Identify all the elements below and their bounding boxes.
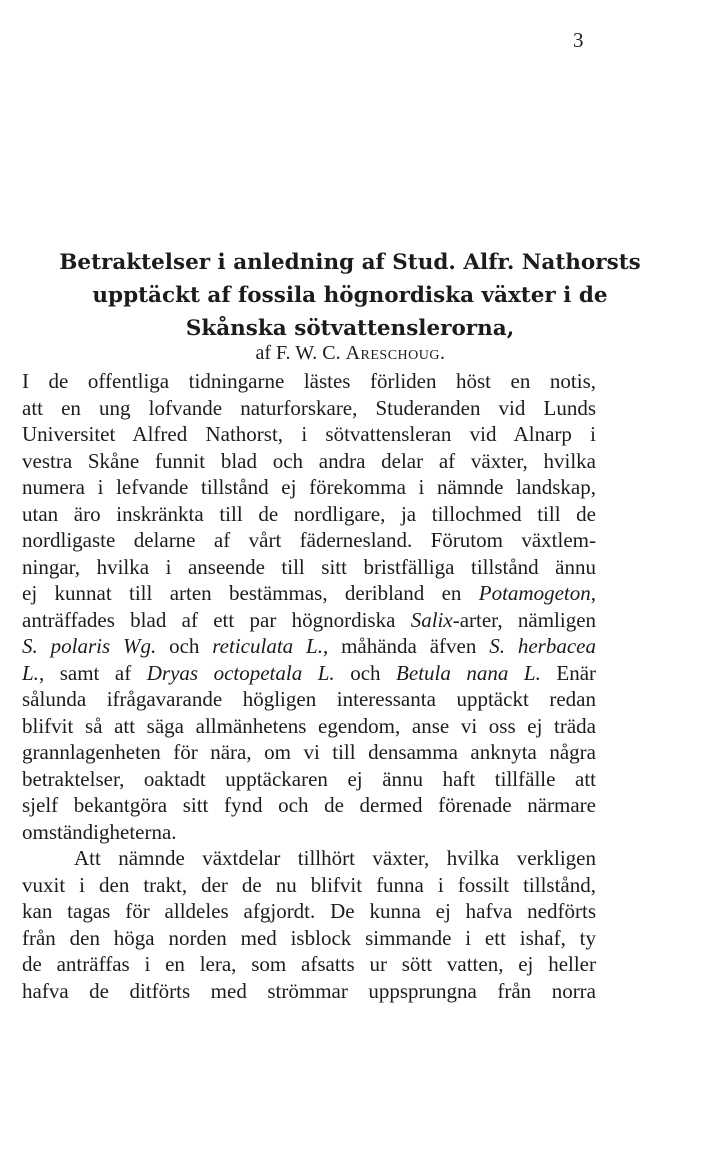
text-line: blifvit så att säga allmänhetens egendom, anse vi oss ej träda (22, 713, 596, 738)
text-segment: -arter, nämligen (452, 607, 597, 632)
paragraph-1 (22, 368, 596, 845)
byline-prefix: af F. W. C. (255, 342, 341, 364)
text-line: de anträffas i en lera, som afsatts ur sött vatten, ej heller (22, 952, 596, 976)
text-segment: , (590, 581, 596, 605)
title-line: Betraktelser i anledning af Stud. Alfr. Nathorsts (59, 250, 641, 275)
text-line: ningar, hvilka i anseende till sitt bristfälliga tillstånd ännu (22, 554, 596, 579)
text-line (22, 580, 596, 607)
text-line: numera i lefvande tillstånd ej förekomma i nämnde landskap, (22, 475, 596, 499)
text-line: utan äro inskränkta till de nordligare, ja tillochmed till de (22, 501, 596, 526)
text-line: betraktelser, oaktadt upptäckaren ej ännu haft tillfälle att (22, 766, 596, 791)
taxon-name: L. (22, 660, 39, 685)
text-line: Att nämnde växtdelar tillhört växter, hvilka verkligen (74, 846, 596, 870)
taxon-name: S. polaris Wg. (22, 634, 157, 658)
text-line: grannlagenheten för nära, om vi till densamma anknyta några (22, 740, 596, 764)
text-line: kan tagas för alldeles afgjordt. De kunna ej hafva nedförts (22, 899, 596, 923)
text-line (22, 660, 596, 687)
text-line: att en ung lofvande naturforskare, Studeranden vid Lunds (22, 395, 596, 420)
paragraph-2 (22, 845, 596, 1004)
text-line: hafva de ditförts med strömmar uppsprungna från norra (22, 978, 596, 1003)
page-number: 3 (573, 28, 584, 52)
taxon-name: Salix (410, 607, 453, 632)
byline-author: Areschoug. (345, 342, 446, 364)
text-line: sålunda ifrågavarande högligen interessanta upptäckt redan (22, 687, 596, 711)
text-segment: Enär (540, 660, 597, 685)
text-line: sjelf bekantgöra sitt fynd och de dermed förenade närmare (22, 793, 596, 817)
text-line (22, 633, 596, 660)
text-line: vestra Skåne funnit blad och andra delar af växter, hvilka (22, 448, 596, 473)
text-segment: ej kunnat till arten bestämmas, deribland en (22, 581, 462, 605)
body-text (22, 368, 596, 1004)
title-line: Skånska sötvattenslerorna, (185, 316, 515, 341)
taxon-name: Betula nana L. (396, 660, 541, 685)
text-line: från den höga norden med isblock simmande i ett ishaf, ty (22, 925, 596, 950)
text-line: nordligaste delarne af vårt fädernesland. Förutom växtlem- (22, 528, 596, 552)
text-segment: och (334, 660, 397, 685)
taxon-name: Potamogeton (478, 581, 591, 605)
text-line: vuxit i den trakt, der de nu blifvit funna i fossilt tillstånd, (22, 872, 596, 897)
text-line (22, 607, 596, 634)
text-line: Universitet Alfred Nathorst, i sötvattensleran vid Alnarp i (22, 422, 596, 446)
text-line: I de offentliga tidningarne lästes förliden höst en notis, (22, 369, 596, 393)
text-segment: , måhända äfven (322, 634, 490, 658)
text-line: omständigheterna. (22, 819, 177, 844)
taxon-name: Dryas octopetala L. (146, 660, 335, 685)
text-segment: anträffades blad af ett par högnordiska (22, 607, 396, 632)
byline (0, 340, 701, 366)
taxon-name: S. herbacea (489, 634, 596, 658)
text-segment: , samt af (38, 660, 147, 685)
text-segment: och (156, 634, 213, 658)
title-line: upptäckt af fossila högnordiska växter i de (92, 283, 608, 308)
article-title (20, 246, 680, 345)
taxon-name: reticulata L. (212, 634, 323, 658)
